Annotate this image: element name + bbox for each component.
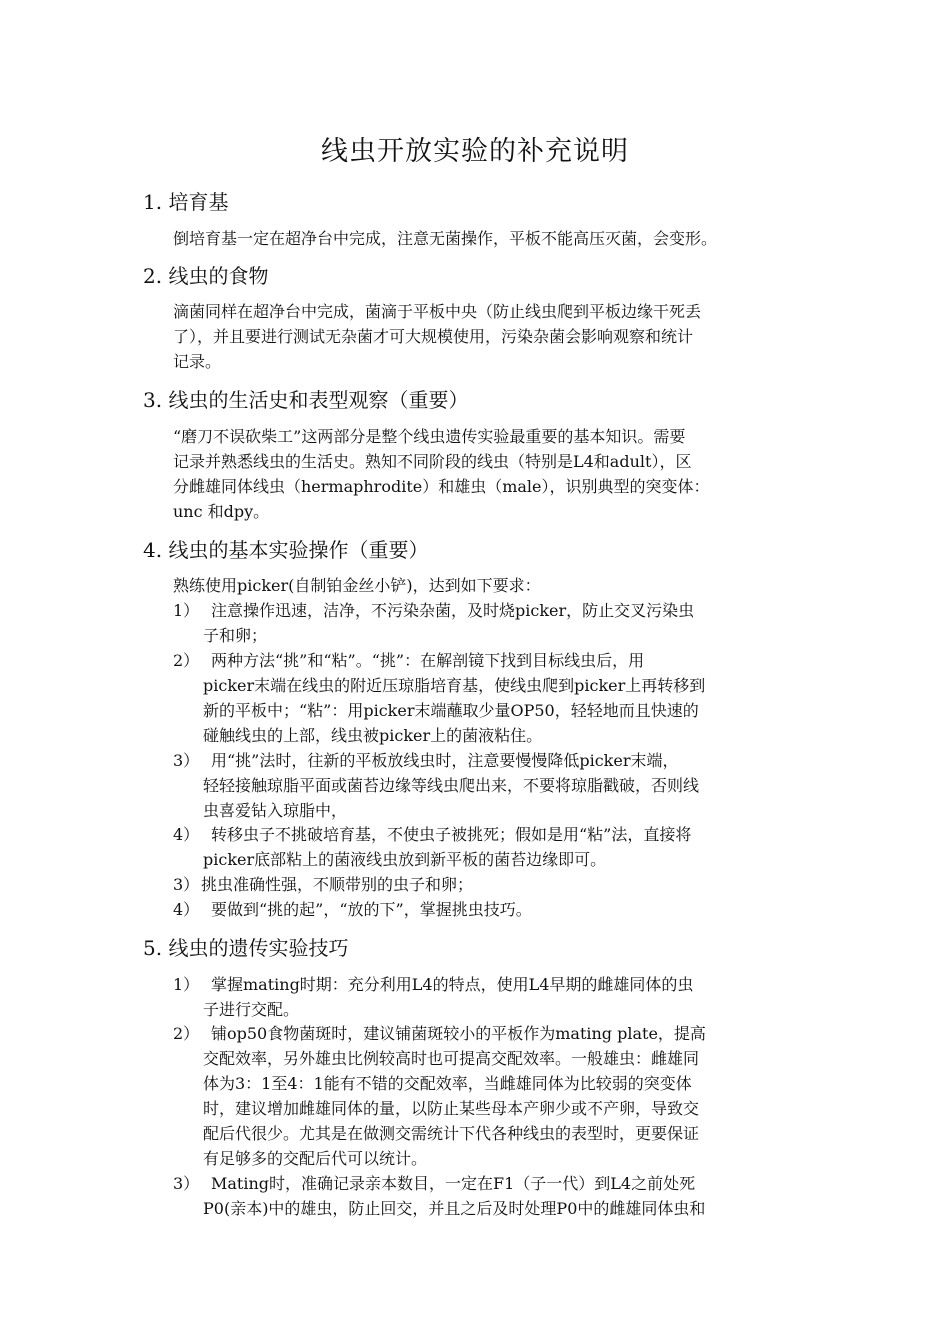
text-line: 分雌雄同体线虫（hermaphrodite）和雄虫（male），识别典型的突变体： (173, 477, 710, 496)
text-line: Mating时，准确记录亲本数目，一定在F1（子一代）到L4之前处死 (211, 1174, 696, 1193)
list-item (173, 872, 833, 897)
list-item (173, 897, 833, 922)
text-line: “磨刀不误砍柴工”这两部分是整个线虫遗传实验最重要的基本知识。需要 (173, 427, 686, 446)
list-number: 3） (173, 751, 200, 770)
list-number: 1） (173, 601, 200, 620)
text-line: 挑虫准确性强，不顺带别的虫子和卵； (201, 875, 474, 894)
text-line: 用“挑”法时，往新的平板放线虫时，注意要慢慢降低picker末端， (211, 751, 679, 770)
text-line: 子进行交配。 (203, 1000, 300, 1019)
text-line: 记录并熟悉线虫的生活史。熟知不同阶段的线虫（特别是L4和adult），区 (173, 452, 692, 471)
section-heading-1: 1. 培育基 (143, 190, 229, 214)
text-line: 记录。 (173, 352, 222, 371)
section-heading-4: 4. 线虫的基本实验操作（重要） (143, 538, 429, 562)
text-line: 轻轻接触琼脂平面或菌苔边缘等线虫爬出来，不要将琼脂戳破，否则线 (203, 776, 700, 795)
list-item (173, 648, 833, 748)
text-line: 碰触线虫的上部，线虫被picker上的菌液粘住。 (203, 726, 543, 745)
text-line: 转移虫子不挑破培育基，不使虫子被挑死；假如是用“粘”法，直接将 (211, 825, 692, 844)
text-line: P0(亲本)中的雄虫，防止回交，并且之后及时处理P0中的雌雄同体虫和 (203, 1199, 706, 1218)
text-line: unc 和dpy。 (173, 502, 270, 521)
list-number: 4） (173, 900, 200, 919)
list-number: 3） (173, 1174, 200, 1193)
list-item (173, 598, 833, 648)
text-line: 注意操作迅速，洁净，不污染杂菌，及时烧picker，防止交叉污染虫 (211, 601, 695, 620)
section-2-paragraph (173, 299, 833, 374)
section-heading-3: 3. 线虫的生活史和表型观察（重要） (143, 388, 469, 412)
section-heading-2: 2. 线虫的食物 (143, 264, 269, 288)
text-line: 虫喜爱钻入琼脂中， (203, 801, 348, 820)
text-line: 倒培育基一定在超净台中完成，注意无菌操作，平板不能高压灭菌，会变形。 (173, 229, 718, 248)
text-line: 了），并且要进行测试无杂菌才可大规模使用，污染杂菌会影响观察和统计 (173, 327, 694, 346)
text-line: 交配效率，另外雄虫比例较高时也可提高交配效率。一般雄虫：雌雄同 (203, 1049, 700, 1068)
section-heading-5: 5. 线虫的遗传实验技巧 (143, 936, 349, 960)
list-item (173, 822, 833, 872)
list-item (173, 1171, 833, 1221)
text-line: 铺op50食物菌斑时，建议铺菌斑较小的平板作为mating plate，提高 (211, 1024, 706, 1043)
text-line: 要做到“挑的起”，“放的下”，掌握挑虫技巧。 (211, 900, 532, 919)
list-number: 1） (173, 975, 200, 994)
list-item (173, 972, 833, 1022)
text-line: 滴菌同样在超净台中完成，菌滴于平板中央（防止线虫爬到平板边缘干死丢 (173, 302, 702, 321)
text-line: picker底部粘上的菌液线虫放到新平板的菌苔边缘即可。 (203, 850, 607, 869)
text-line: 新的平板中；“粘”：用picker末端蘸取少量OP50，轻轻地而且快速的 (203, 701, 699, 720)
document-title: 线虫开放实验的补充说明 (321, 136, 629, 167)
text-line: 熟练使用picker(自制铂金丝小铲)，达到如下要求： (173, 576, 541, 595)
text-line: 体为3：1至4：1能有不错的交配效率，当雌雄同体为比较弱的突变体 (203, 1074, 692, 1093)
text-line: 两种方法“挑”和“粘”。“挑”：在解剖镜下找到目标线虫后，用 (211, 651, 645, 670)
section-3-paragraph (173, 424, 833, 524)
section-1-paragraph (173, 226, 833, 251)
text-line: 有足够多的交配后代可以统计。 (203, 1149, 428, 1168)
list-number: 4） (173, 825, 200, 844)
list-number: 2） (173, 651, 200, 670)
text-line: 掌握mating时期：充分利用L4的特点，使用L4早期的雌雄同体的虫 (211, 975, 694, 994)
list-item (173, 748, 833, 823)
text-line: 时，建议增加雌雄同体的量，以防止某些母本产卵少或不产卵，导致交 (203, 1099, 700, 1118)
list-item (173, 1021, 833, 1171)
list-number: 3） (173, 875, 200, 894)
text-line: picker末端在线虫的附近压琼脂培育基，使线虫爬到picker上再转移到 (203, 676, 706, 695)
text-line: 配后代很少。尤其是在做测交需统计下代各种线虫的表型时，更要保证 (203, 1124, 700, 1143)
section-4-intro (173, 573, 833, 598)
list-number: 2） (173, 1024, 200, 1043)
text-line: 子和卵； (203, 626, 268, 645)
